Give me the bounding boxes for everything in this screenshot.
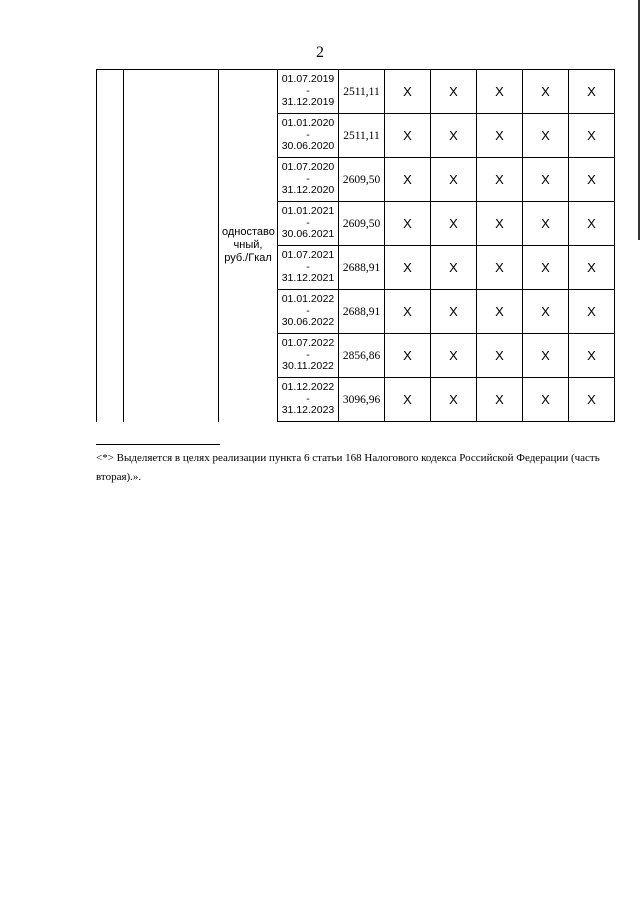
not-applicable-mark: X <box>523 114 569 158</box>
period-start: 01.01.2020 <box>281 117 335 130</box>
period-start: 01.07.2019 <box>281 73 335 86</box>
not-applicable-mark: X <box>569 334 615 378</box>
empty-number-cell <box>97 70 124 422</box>
not-applicable-mark: X <box>569 158 615 202</box>
period-dash: - <box>306 172 310 185</box>
period-end: 30.11.2022 <box>282 360 334 373</box>
period-cell <box>278 378 339 422</box>
not-applicable-mark: X <box>569 378 615 422</box>
period-end: 31.12.2023 <box>281 404 335 417</box>
not-applicable-mark: X <box>431 246 477 290</box>
not-applicable-mark: X <box>477 246 523 290</box>
period-dash: - <box>306 392 310 405</box>
not-applicable-mark: X <box>385 290 431 334</box>
period-cell <box>278 290 339 334</box>
not-applicable-mark: X <box>385 334 431 378</box>
not-applicable-mark: X <box>477 334 523 378</box>
not-applicable-mark: X <box>523 334 569 378</box>
not-applicable-mark: X <box>523 290 569 334</box>
footnote-text: <*> Выделяется в целях реализации пункта 6 статьи 168 Налогового кодекса Российской Федерации (часть вторая).». <box>96 452 600 483</box>
not-applicable-mark: X <box>523 70 569 114</box>
period-end: 31.12.2020 <box>281 184 335 197</box>
empty-name-cell <box>124 70 219 422</box>
not-applicable-mark: X <box>385 202 431 246</box>
not-applicable-mark: X <box>431 290 477 334</box>
tariff-value: 2511,11 <box>339 114 385 158</box>
tariff-value: 2609,50 <box>339 158 385 202</box>
period-end: 31.12.2021 <box>281 272 335 285</box>
not-applicable-mark: X <box>385 70 431 114</box>
period-start: 01.01.2021 <box>281 205 335 218</box>
tariff-unit-line: руб./Гкал <box>224 252 272 265</box>
not-applicable-mark: X <box>431 378 477 422</box>
period-start: 01.07.2020 <box>281 161 335 174</box>
tariff-unit-line: чный, <box>233 239 263 252</box>
table-body <box>97 70 615 422</box>
not-applicable-mark: X <box>385 246 431 290</box>
tariff-value: 2609,50 <box>339 202 385 246</box>
tariff-unit-line: одноставо <box>222 226 275 239</box>
not-applicable-mark: X <box>477 158 523 202</box>
not-applicable-mark: X <box>431 202 477 246</box>
not-applicable-mark: X <box>477 202 523 246</box>
not-applicable-mark: X <box>431 158 477 202</box>
not-applicable-mark: X <box>385 378 431 422</box>
not-applicable-mark: X <box>385 114 431 158</box>
not-applicable-mark: X <box>431 114 477 158</box>
period-cell <box>278 202 339 246</box>
period-cell <box>278 70 339 114</box>
not-applicable-mark: X <box>431 334 477 378</box>
tariff-value: 3096,96 <box>339 378 385 422</box>
period-cell <box>278 158 339 202</box>
not-applicable-mark: X <box>477 70 523 114</box>
period-dash: - <box>306 216 310 229</box>
not-applicable-mark: X <box>385 158 431 202</box>
page-number: 2 <box>316 44 324 61</box>
period-end: 31.12.2019 <box>281 96 335 109</box>
period-end: 30.06.2022 <box>281 316 335 329</box>
period-cell <box>278 246 339 290</box>
not-applicable-mark: X <box>569 202 615 246</box>
period-dash: - <box>306 84 310 97</box>
period-cell <box>278 334 339 378</box>
tariff-unit-cell <box>219 70 278 422</box>
tariff-table <box>96 69 615 422</box>
tariff-value: 2688,91 <box>339 290 385 334</box>
not-applicable-mark: X <box>569 114 615 158</box>
period-dash: - <box>306 260 310 273</box>
not-applicable-mark: X <box>569 246 615 290</box>
tariff-value: 2688,91 <box>339 246 385 290</box>
not-applicable-mark: X <box>523 158 569 202</box>
period-dash: - <box>306 304 310 317</box>
not-applicable-mark: X <box>523 378 569 422</box>
not-applicable-mark: X <box>477 290 523 334</box>
period-start: 01.01.2022 <box>281 293 335 306</box>
not-applicable-mark: X <box>523 202 569 246</box>
period-end: 30.06.2020 <box>281 140 335 153</box>
not-applicable-mark: X <box>569 290 615 334</box>
period-dash: - <box>306 128 310 141</box>
not-applicable-mark: X <box>477 378 523 422</box>
not-applicable-mark: X <box>569 70 615 114</box>
period-dash: - <box>306 348 310 361</box>
not-applicable-mark: X <box>523 246 569 290</box>
period-start: 01.07.2022 <box>281 337 335 350</box>
footnote-divider <box>96 444 220 445</box>
tariff-value: 2511,11 <box>339 70 385 114</box>
period-start: 01.07.2021 <box>281 249 335 262</box>
period-cell <box>278 114 339 158</box>
period-start: 01.12.2022 <box>281 381 335 394</box>
tariff-value: 2856,86 <box>339 334 385 378</box>
not-applicable-mark: X <box>477 114 523 158</box>
table-row <box>97 70 615 114</box>
period-end: 30.06.2021 <box>281 228 335 241</box>
not-applicable-mark: X <box>431 70 477 114</box>
